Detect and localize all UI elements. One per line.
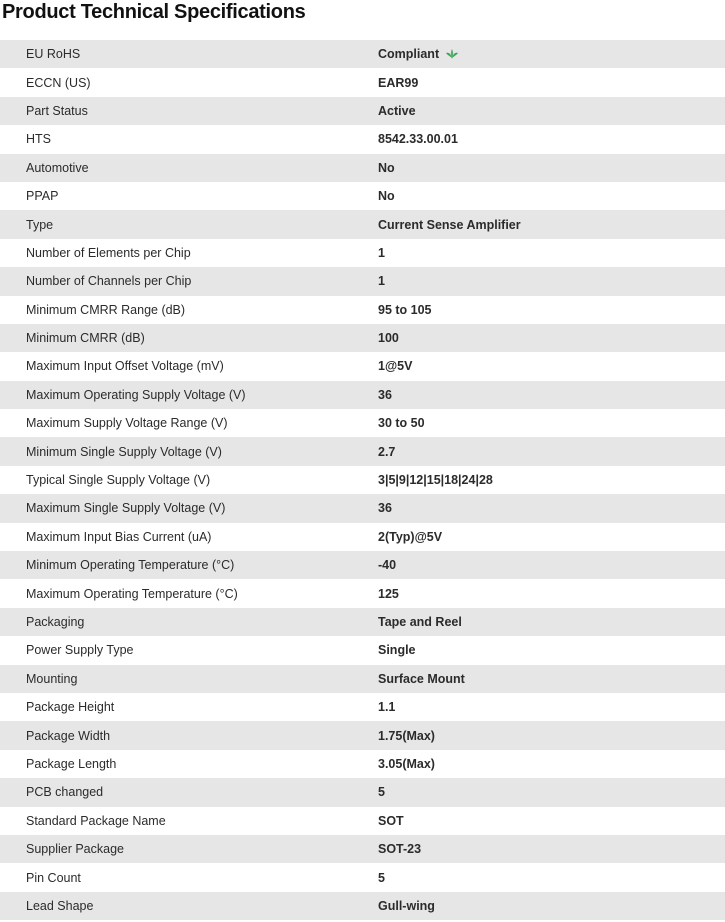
leaf-icon bbox=[445, 48, 459, 60]
spec-row bbox=[0, 154, 725, 182]
spec-value-cell bbox=[378, 416, 725, 430]
page-title: Product Technical Specifications bbox=[2, 1, 306, 23]
spec-row bbox=[0, 210, 725, 238]
spec-row bbox=[0, 551, 725, 579]
spec-value: No bbox=[378, 189, 395, 204]
spec-row bbox=[0, 892, 725, 920]
spec-row bbox=[0, 381, 725, 409]
spec-value: 3|5|9|12|15|18|24|28 bbox=[378, 473, 493, 488]
spec-value: 8542.33.00.01 bbox=[378, 132, 458, 147]
spec-value-cell bbox=[378, 587, 725, 601]
spec-value: 36 bbox=[378, 387, 392, 402]
spec-row bbox=[0, 608, 725, 636]
spec-value-cell bbox=[378, 274, 725, 288]
spec-value-cell bbox=[378, 672, 725, 686]
spec-value: 5 bbox=[378, 785, 385, 800]
spec-value-cell bbox=[378, 189, 725, 203]
spec-label: Package Width bbox=[26, 728, 111, 743]
spec-value-cell bbox=[378, 729, 725, 743]
spec-label: HTS bbox=[26, 132, 51, 147]
spec-row bbox=[0, 125, 725, 153]
spec-value: 30 to 50 bbox=[378, 416, 425, 431]
spec-row bbox=[0, 239, 725, 267]
spec-value: Current Sense Amplifier bbox=[378, 217, 521, 232]
spec-value-cell bbox=[378, 246, 725, 260]
spec-value-cell bbox=[378, 161, 725, 175]
spec-value-cell bbox=[378, 473, 725, 487]
spec-value: Tape and Reel bbox=[378, 615, 462, 629]
spec-label: Minimum CMRR (dB) bbox=[26, 331, 145, 346]
spec-value-cell bbox=[378, 76, 725, 90]
spec-row bbox=[0, 409, 725, 437]
spec-label: Pin Count bbox=[26, 870, 81, 885]
spec-label: Standard Package Name bbox=[26, 813, 166, 828]
spec-label: Minimum Operating Temperature (°C) bbox=[26, 558, 235, 573]
spec-row bbox=[0, 807, 725, 835]
spec-value: Surface Mount bbox=[378, 671, 465, 686]
spec-value-cell bbox=[378, 445, 725, 459]
spec-row bbox=[0, 494, 725, 522]
spec-value: 5 bbox=[378, 870, 385, 885]
spec-table bbox=[0, 40, 725, 920]
spec-label: Maximum Operating Temperature (°C) bbox=[26, 586, 238, 601]
spec-value: 36 bbox=[378, 501, 392, 516]
spec-label: Package Length bbox=[26, 756, 117, 771]
spec-label: Type bbox=[26, 217, 54, 232]
spec-value-cell bbox=[378, 558, 725, 572]
spec-label: Mounting bbox=[26, 671, 78, 686]
spec-value-cell bbox=[378, 47, 725, 61]
spec-value-cell bbox=[378, 899, 725, 913]
spec-label: Part Status bbox=[26, 103, 88, 118]
spec-label: Typical Single Supply Voltage (V) bbox=[26, 473, 211, 488]
spec-label: Maximum Input Bias Current (uA) bbox=[26, 529, 212, 544]
spec-value: Gull-wing bbox=[378, 898, 435, 913]
spec-label: Power Supply Type bbox=[26, 643, 134, 658]
spec-value-cell bbox=[378, 132, 725, 146]
spec-row bbox=[0, 296, 725, 324]
spec-value-cell bbox=[378, 785, 725, 799]
spec-value: Single bbox=[378, 643, 416, 658]
spec-value: Compliant bbox=[378, 47, 440, 62]
spec-value: 1@5V bbox=[378, 359, 413, 374]
spec-row bbox=[0, 523, 725, 551]
spec-value: 2(Typ)@5V bbox=[378, 529, 443, 544]
spec-value-cell bbox=[378, 104, 725, 118]
spec-label: PPAP bbox=[26, 189, 59, 204]
spec-label: Supplier Package bbox=[26, 842, 124, 857]
spec-row bbox=[0, 721, 725, 749]
spec-row bbox=[0, 40, 725, 68]
spec-value: 95 to 105 bbox=[378, 302, 432, 317]
spec-value: 1 bbox=[378, 274, 385, 289]
spec-label: Minimum Single Supply Voltage (V) bbox=[26, 444, 222, 459]
spec-value: SOT-23 bbox=[378, 842, 422, 857]
spec-label: ECCN (US) bbox=[26, 75, 91, 90]
spec-label: Maximum Operating Supply Voltage (V) bbox=[26, 387, 246, 402]
spec-row bbox=[0, 68, 725, 96]
spec-value: SOT bbox=[378, 813, 404, 828]
spec-value: 3.05(Max) bbox=[378, 756, 435, 771]
spec-row bbox=[0, 437, 725, 465]
spec-label: Maximum Supply Voltage Range (V) bbox=[26, 416, 228, 431]
spec-row bbox=[0, 324, 725, 352]
spec-row bbox=[0, 835, 725, 863]
spec-row bbox=[0, 636, 725, 664]
spec-row bbox=[0, 665, 725, 693]
spec-value: 100 bbox=[378, 331, 399, 346]
spec-value-cell bbox=[378, 871, 725, 885]
spec-value-cell bbox=[378, 842, 725, 856]
spec-value-cell bbox=[378, 331, 725, 345]
spec-value: 1 bbox=[378, 245, 385, 260]
spec-value: No bbox=[378, 160, 395, 175]
spec-label: Number of Channels per Chip bbox=[26, 274, 192, 289]
spec-label: Maximum Input Offset Voltage (mV) bbox=[26, 359, 224, 374]
spec-value-cell bbox=[378, 501, 725, 515]
spec-row bbox=[0, 778, 725, 806]
spec-row bbox=[0, 579, 725, 607]
spec-value: 1.1 bbox=[378, 700, 396, 715]
spec-value-cell bbox=[378, 757, 725, 771]
spec-value-cell bbox=[378, 359, 725, 373]
spec-row bbox=[0, 182, 725, 210]
spec-value-cell bbox=[378, 615, 725, 629]
spec-value: 2.7 bbox=[378, 444, 396, 459]
spec-label: Packaging bbox=[26, 615, 85, 629]
spec-label: EU RoHS bbox=[26, 47, 81, 62]
spec-row bbox=[0, 693, 725, 721]
spec-row bbox=[0, 750, 725, 778]
spec-label: Maximum Single Supply Voltage (V) bbox=[26, 501, 226, 516]
spec-value: Active bbox=[378, 103, 416, 118]
spec-value-cell bbox=[378, 303, 725, 317]
spec-value-cell bbox=[378, 218, 725, 232]
spec-label: Lead Shape bbox=[26, 898, 94, 913]
spec-row bbox=[0, 97, 725, 125]
spec-label: Minimum CMRR Range (dB) bbox=[26, 302, 186, 317]
spec-value-cell bbox=[378, 814, 725, 828]
spec-value-cell bbox=[378, 700, 725, 714]
spec-row bbox=[0, 863, 725, 891]
spec-value-cell bbox=[378, 530, 725, 544]
spec-value-cell bbox=[378, 388, 725, 402]
spec-value: 1.75(Max) bbox=[378, 728, 435, 743]
spec-label: Package Height bbox=[26, 700, 115, 715]
spec-value: EAR99 bbox=[378, 75, 419, 90]
spec-value-cell bbox=[378, 643, 725, 657]
spec-label: Number of Elements per Chip bbox=[26, 245, 191, 260]
spec-row bbox=[0, 352, 725, 380]
spec-label: PCB changed bbox=[26, 785, 104, 800]
spec-value: 125 bbox=[378, 586, 399, 601]
spec-value: -40 bbox=[378, 558, 397, 573]
spec-label: Automotive bbox=[26, 160, 89, 175]
spec-row bbox=[0, 466, 725, 494]
spec-row bbox=[0, 267, 725, 295]
